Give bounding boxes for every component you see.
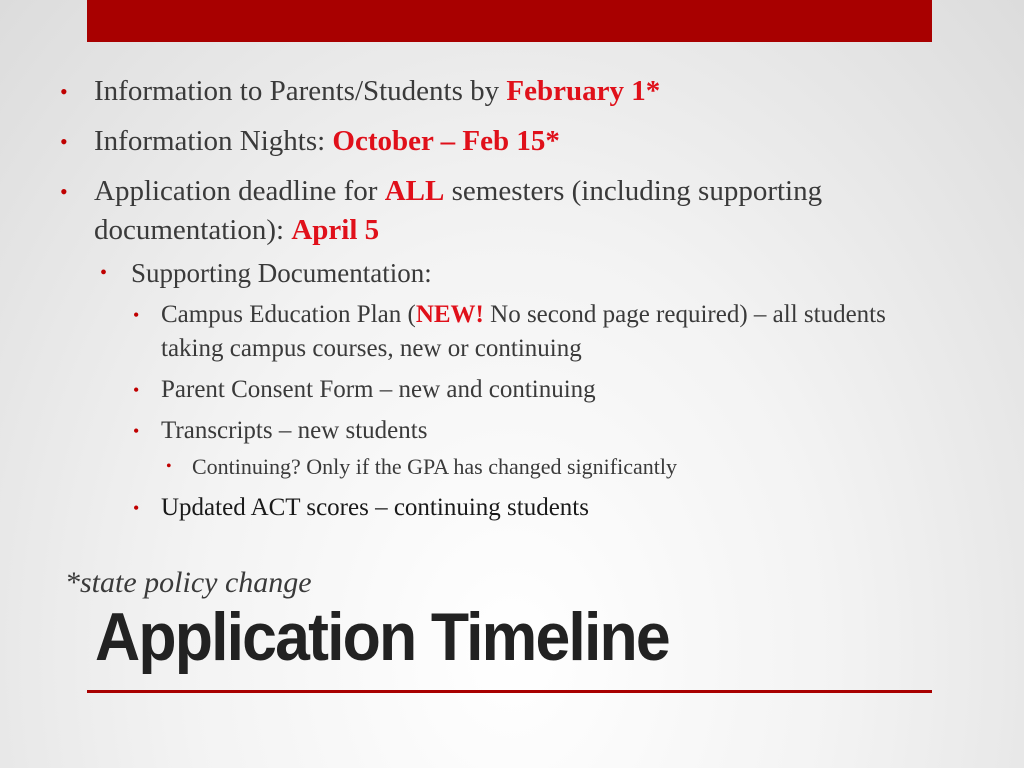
bullet-consent-form [0,373,921,407]
bullet-text: Transcripts – new students [161,417,428,444]
highlight-all: ALL [384,175,445,207]
bullet-dot: • [60,129,68,154]
highlight-date: February 1* [506,75,661,107]
bullet-text: Application deadline for [94,175,385,207]
bullet-transcripts-continuing [0,452,932,482]
bullet-dot: • [133,305,140,325]
highlight-date: October – Feb 15* [332,125,560,157]
bullet-dot: • [100,262,108,284]
bullet-text: Information Nights: [94,125,333,157]
bullet-transcripts [0,414,921,448]
footnote: *state policy change [65,566,312,599]
bullet-dot: • [133,421,140,441]
title-underline [87,690,932,693]
bullet-info-nights [0,122,964,161]
slide-title: Application Timeline [95,599,669,675]
top-accent-bar [87,0,932,42]
bullet-text: semesters (including supporting documentation): [94,175,823,246]
bullet-text: No second page required) – all students taking campus courses, new or continuing [161,301,886,362]
bullet-dot: • [60,79,68,104]
bullet-text: Updated ACT scores – continuing students [161,494,589,521]
bullet-campus-plan [0,298,921,366]
bullet-act-scores [0,491,921,525]
bullet-dot: • [133,380,140,400]
bullet-text: Campus Education Plan ( [161,301,416,328]
bullet-text: Continuing? Only if the GPA has changed significantly [192,454,677,479]
bullet-text: Information to Parents/Students by [94,75,507,107]
bullet-parents-info [0,72,964,111]
bullet-dot: • [166,458,172,475]
highlight-date: April 5 [291,214,380,246]
bullet-text: Parent Consent Form – new and continuing [161,376,596,403]
bullet-application-deadline [0,172,964,250]
bullet-text: Supporting Documentation: [131,258,432,288]
bullet-supporting-docs [0,256,951,290]
bullet-list [0,72,1024,532]
bullet-dot: • [60,179,68,204]
bullet-dot: • [133,498,140,518]
highlight-new: NEW! [415,301,484,328]
